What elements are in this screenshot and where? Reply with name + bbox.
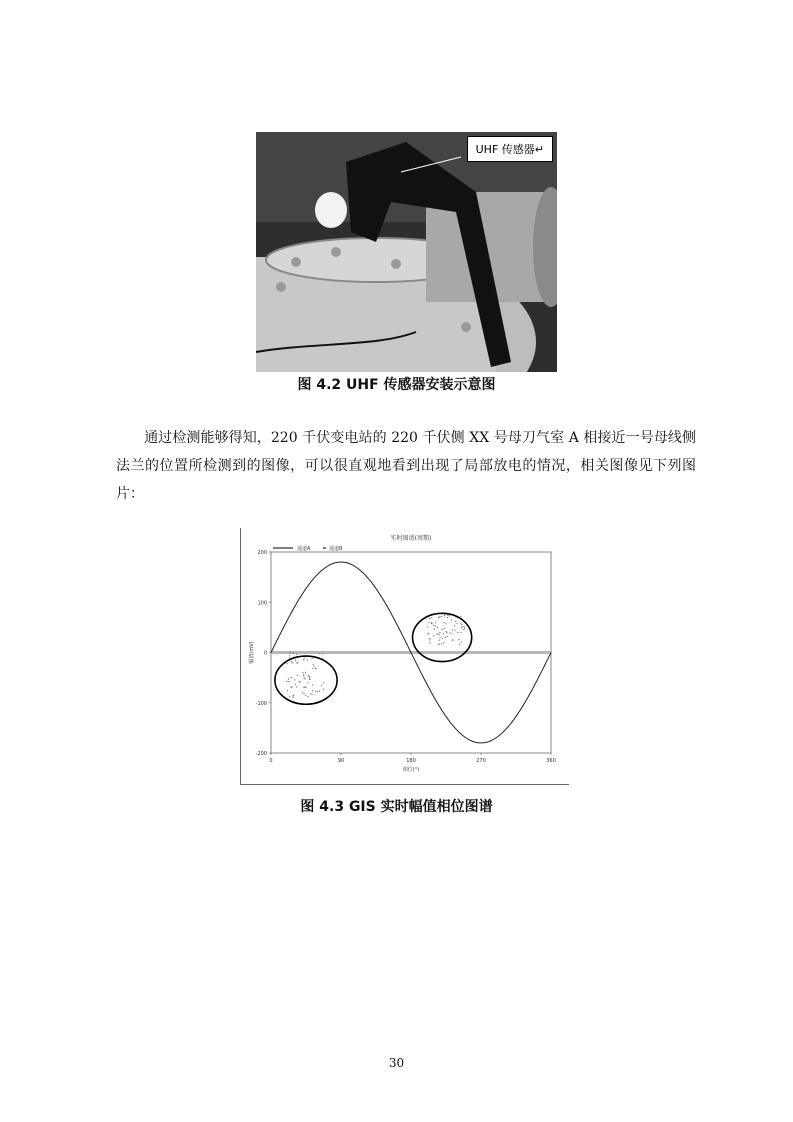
scatter-point-cluster-1 [446, 631, 447, 632]
x-tick-label: 270 [476, 758, 486, 764]
scatter-point-cluster-0 [288, 681, 289, 682]
scatter-point-cluster-1 [438, 617, 439, 618]
scatter-point-cluster-0 [307, 682, 308, 683]
scatter-point-cluster-0 [308, 675, 309, 676]
scatter-point-cluster-1 [449, 632, 450, 633]
scatter-point-cluster-1 [449, 615, 450, 616]
scatter-point-cluster-1 [447, 632, 448, 633]
legend-label-0: 通道A [297, 546, 311, 552]
prpd-chart [240, 528, 569, 785]
scatter-point-cluster-0 [315, 691, 316, 692]
scatter-point-cluster-1 [428, 622, 429, 623]
y-tick-label: 0 [263, 650, 267, 657]
scatter-point-cluster-0 [289, 652, 290, 653]
scatter-point-cluster-0 [296, 654, 297, 655]
scatter-point-cluster-1 [433, 625, 434, 626]
scatter-point-cluster-0 [309, 676, 310, 677]
scatter-point-cluster-0 [309, 677, 310, 678]
scatter-point-cluster-0 [297, 663, 298, 664]
scatter-point-cluster-0 [292, 662, 293, 663]
scatter-point-cluster-0 [315, 668, 316, 669]
scatter-point-cluster-0 [302, 672, 303, 673]
scatter-point-cluster-1 [460, 632, 461, 633]
scatter-point-cluster-0 [289, 657, 290, 658]
scatter-point-cluster-1 [431, 623, 432, 624]
scatter-point-cluster-1 [429, 638, 430, 639]
scatter-point-cluster-1 [445, 623, 446, 624]
scatter-point-cluster-1 [461, 624, 462, 625]
scatter-point-cluster-1 [444, 628, 445, 629]
x-axis-label: 相位(°) [402, 767, 420, 773]
scatter-point-cluster-1 [454, 625, 455, 626]
scatter-point-cluster-1 [443, 642, 444, 643]
scatter-point-cluster-1 [447, 617, 448, 618]
scatter-point-cluster-1 [454, 630, 455, 631]
scatter-point-cluster-0 [303, 659, 304, 660]
scatter-point-cluster-1 [437, 634, 438, 635]
scatter-point-cluster-0 [312, 684, 313, 685]
scatter-point-cluster-1 [431, 617, 432, 618]
scatter-point-cluster-0 [299, 681, 300, 682]
x-tick-label: 0 [269, 758, 273, 764]
scatter-point-cluster-1 [427, 626, 428, 627]
scatter-point-cluster-0 [319, 691, 320, 692]
page-number: 30 [388, 1056, 405, 1070]
scatter-point-cluster-1 [441, 643, 442, 644]
scatter-point-cluster-0 [291, 661, 292, 662]
scatter-point-cluster-1 [429, 639, 430, 640]
y-tick-label: 200 [257, 550, 267, 556]
scatter-point-cluster-1 [435, 625, 436, 626]
scatter-point-cluster-0 [293, 653, 294, 654]
scatter-point-cluster-1 [435, 622, 436, 623]
scatter-point-cluster-0 [293, 695, 294, 696]
chart-title: 实时图谱(周期) [390, 535, 432, 542]
scatter-point-cluster-1 [437, 627, 438, 628]
scatter-point-cluster-0 [294, 679, 295, 680]
scatter-point-cluster-1 [441, 616, 442, 617]
scatter-point-cluster-0 [291, 677, 292, 678]
scatter-point-cluster-0 [321, 685, 322, 686]
scatter-point-cluster-0 [305, 695, 306, 696]
scatter-point-cluster-0 [305, 678, 306, 679]
x-tick-label: 90 [337, 758, 345, 764]
scatter-point-cluster-0 [323, 682, 324, 683]
scatter-point-cluster-1 [461, 641, 462, 642]
scatter-point-cluster-1 [444, 622, 445, 623]
scatter-point-cluster-0 [305, 672, 306, 673]
legend-label-1: 通道B [329, 546, 343, 552]
scatter-point-cluster-1 [439, 637, 440, 638]
scatter-point-cluster-1 [439, 644, 440, 645]
scatter-point-cluster-1 [433, 635, 434, 636]
scatter-point-cluster-0 [303, 675, 304, 676]
scatter-point-cluster-1 [460, 623, 461, 624]
scatter-point-cluster-0 [289, 696, 290, 697]
scatter-point-cluster-1 [459, 644, 460, 645]
y-tick-label: -100 [255, 700, 267, 707]
scatter-point-cluster-1 [439, 632, 440, 633]
scatter-point-cluster-0 [312, 694, 313, 695]
scatter-point-cluster-1 [447, 636, 448, 637]
scatter-point-cluster-1 [461, 627, 462, 628]
scatter-point-cluster-1 [464, 628, 465, 629]
scatter-point-cluster-1 [439, 634, 440, 635]
scatter-point-cluster-0 [304, 687, 305, 688]
scatter-point-cluster-1 [452, 629, 453, 630]
scatter-point-cluster-0 [323, 653, 324, 654]
scatter-point-cluster-1 [463, 626, 464, 627]
scatter-point-cluster-1 [451, 619, 452, 620]
scatter-point-cluster-1 [458, 639, 459, 640]
body-paragraph-text: 通过检测能够得知，220 千伏变电站的 220 千伏侧 XX 号母刀气室 A 相接近一号母线侧法兰的位置所检测到的图像，可以很直观地看到出现了局部放电的情况，相关图像见下列图片： [116, 430, 696, 502]
scatter-point-cluster-0 [307, 660, 308, 661]
scatter-point-cluster-0 [308, 696, 309, 697]
scatter-point-cluster-0 [312, 690, 313, 691]
scatter-point-cluster-0 [314, 666, 315, 667]
scatter-point-cluster-1 [452, 639, 453, 640]
scatter-point-cluster-0 [304, 677, 305, 678]
sensor-installation-photo [256, 132, 557, 372]
scatter-point-cluster-1 [427, 633, 428, 634]
scatter-point-cluster-1 [442, 629, 443, 630]
scatter-point-cluster-0 [286, 681, 287, 682]
x-tick-label: 180 [406, 758, 416, 764]
scatter-point-cluster-1 [439, 616, 440, 617]
scatter-point-cluster-0 [290, 686, 291, 687]
scatter-point-cluster-1 [447, 615, 448, 616]
scatter-point-cluster-0 [302, 692, 303, 693]
scatter-point-cluster-0 [312, 668, 313, 669]
scatter-point-cluster-0 [295, 660, 296, 661]
scatter-point-cluster-0 [313, 664, 314, 665]
scatter-point-cluster-1 [457, 623, 458, 624]
scatter-point-cluster-0 [304, 658, 305, 659]
scatter-point-cluster-1 [444, 615, 445, 616]
scatter-point-cluster-0 [296, 686, 297, 687]
scatter-point-cluster-0 [317, 691, 318, 692]
x-tick-label: 360 [546, 758, 556, 764]
y-axis-label: 幅值(mV) [249, 641, 255, 664]
scatter-point-cluster-0 [300, 681, 301, 682]
scatter-point-cluster-0 [295, 684, 296, 685]
scatter-point-cluster-0 [291, 687, 292, 688]
scatter-point-cluster-1 [442, 638, 443, 639]
scatter-point-cluster-0 [312, 658, 313, 659]
scatter-point-cluster-1 [451, 633, 452, 634]
scatter-point-cluster-0 [309, 679, 310, 680]
scatter-point-cluster-1 [445, 637, 446, 638]
scatter-point-cluster-1 [434, 629, 435, 630]
scatter-point-cluster-0 [323, 689, 324, 690]
legend-swatch-1 [323, 547, 326, 549]
body-paragraph [116, 424, 696, 508]
scatter-point-cluster-0 [287, 690, 288, 691]
scatter-point-cluster-0 [289, 655, 290, 656]
prpd-chart-svg [241, 528, 569, 784]
figure-4-3-caption: 图 4.3 GIS 实时幅值相位图谱 [300, 799, 493, 815]
uhf-sensor-callout-label: UHF 传感器↵ [467, 136, 553, 162]
scatter-point-cluster-1 [462, 626, 463, 627]
scatter-point-cluster-0 [292, 697, 293, 698]
scatter-point-cluster-0 [297, 675, 298, 676]
y-tick-label: 100 [257, 600, 267, 607]
scatter-point-cluster-0 [286, 663, 287, 664]
scatter-point-cluster-1 [455, 621, 456, 622]
scatter-point-cluster-0 [304, 693, 305, 694]
scatter-point-cluster-1 [429, 618, 430, 619]
scatter-point-cluster-1 [463, 629, 464, 630]
figure-4-2-caption: 图 4.2 UHF 传感器安装示意图 [297, 377, 496, 393]
scatter-point-cluster-0 [288, 679, 289, 680]
sensor-photo-illustration [256, 132, 557, 372]
scatter-point-cluster-1 [438, 640, 439, 641]
scatter-point-cluster-1 [457, 632, 458, 633]
scatter-point-cluster-1 [429, 642, 430, 643]
scatter-point-cluster-1 [460, 616, 461, 617]
scatter-point-cluster-0 [310, 693, 311, 694]
scatter-point-cluster-1 [443, 633, 444, 634]
scatter-point-cluster-0 [319, 653, 320, 654]
y-tick-label: -200 [255, 751, 267, 757]
